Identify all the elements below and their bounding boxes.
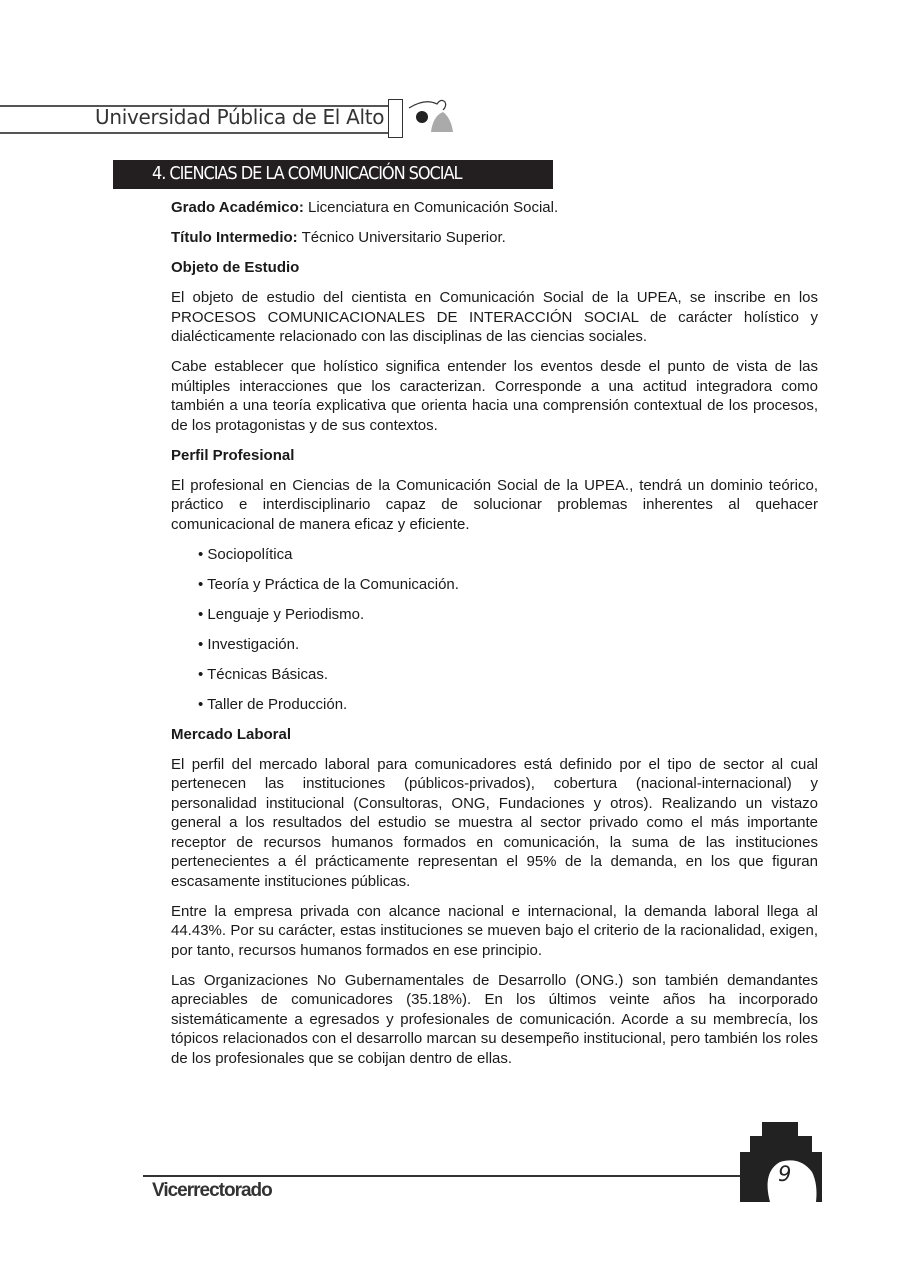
list-item: • Sociopolítica	[198, 545, 293, 563]
vicerrectorado-logo: Vicerrectorado	[152, 1180, 272, 1201]
heading-text: Objeto de Estudio	[171, 259, 300, 276]
heading-text: Mercado Laboral	[171, 725, 292, 743]
list-item: • Taller de Producción.	[198, 695, 348, 713]
document-body	[171, 198, 818, 1079]
grado-label: Grado Académico:	[171, 199, 304, 216]
grado-value: Licenciatura en Comunicación Social.	[303, 199, 559, 216]
list-item: • Teoría y Práctica de la Comunicación.	[198, 575, 459, 593]
footer-rule	[143, 1175, 743, 1177]
paragraph: Las Organizaciones No Gubernamentales de Desarrollo (ONG.) son también demandantes apreciables de comunicadores (35.18%). En los últimos veinte años ha incorporado sistemáticamente a egresados y profesionales de comunicación. Acorde a su membrecía, los tópicos relacionados con el desarrollo marcan su desempeño institucional, pero también los roles de los profesionales que se cobijan dentro de ellas.	[171, 971, 818, 1067]
titulo-value: Técnico Universitario Superior.	[297, 229, 506, 246]
paragraph: Cabe establecer que holístico significa entender los eventos desde el punto de vista de las múltiples interacciones que los caracterizan. Corresponde a una actitud integradora como también a una teoría explicativa que orienta hacia una comprensión contextual de los procesos, de los protagonistas y de sus contextos.	[171, 358, 818, 434]
titulo-intermedio	[171, 228, 818, 248]
list-item: • Lenguaje y Periodismo.	[198, 605, 365, 623]
section-title-bar	[113, 160, 553, 189]
heading-mercado	[171, 725, 818, 745]
paragraph: Entre la empresa privada con alcance nacional e internacional, la demanda laboral llega al 44.43%. Por su carácter, estas instituciones se mueven bajo el criterio de la racionalidad, exigen, por tanto, recursos humanos formados en ese principio.	[171, 902, 818, 959]
list-item: • Técnicas Básicas.	[198, 665, 329, 683]
paragraph: El profesional en Ciencias de la Comunicación Social de la UPEA., tendrá un dominio teórico, práctico e interdisciplinario capaz de solucionar problemas inherentes al quehacer comunicacional de manera eficaz y eficiente.	[171, 476, 818, 533]
heading-objeto	[171, 258, 818, 278]
heading-perfil	[171, 446, 818, 466]
header-rule-bottom	[0, 132, 390, 134]
paragraph: El perfil del mercado laboral para comunicadores está definido por el tipo de sector al cual pertenecen las instituciones (públicos-privados), cobertura (nacional-internacional) y personalidad institucional (Consultoras, ONG, Fundaciones y otros). Realizando un vistazo general a los resultados del estudio se muestra al sector privado como el más importante receptor de recursos humanos formados en comunicación, la suma de las instituciones pertenecientes a él prácticamente representan el 95% de la demanda, en los que figuran escasamente instituciones públicas.	[171, 755, 818, 890]
grado-academico	[171, 198, 818, 218]
heading-text: Perfil Profesional	[171, 446, 295, 464]
university-name: Universidad Pública de El Alto	[95, 105, 385, 129]
section-title: 4. CIENCIAS DE LA COMUNICACIÓN SOCIAL	[152, 163, 462, 184]
university-logo-icon	[405, 96, 455, 136]
page-number: 9	[778, 1162, 792, 1186]
titulo-label: Título Intermedio:	[171, 229, 298, 246]
list-item: • Investigación.	[198, 635, 300, 653]
header-box	[388, 99, 403, 138]
paragraph: El objeto de estudio del cientista en Comunicación Social de la UPEA, se inscribe en los PROCESOS COMUNICACIONALES DE INTERACCIÓN SOCIAL de carácter holístico y dialécticamente relacionado con las disciplinas de las ciencias sociales.	[171, 289, 818, 345]
